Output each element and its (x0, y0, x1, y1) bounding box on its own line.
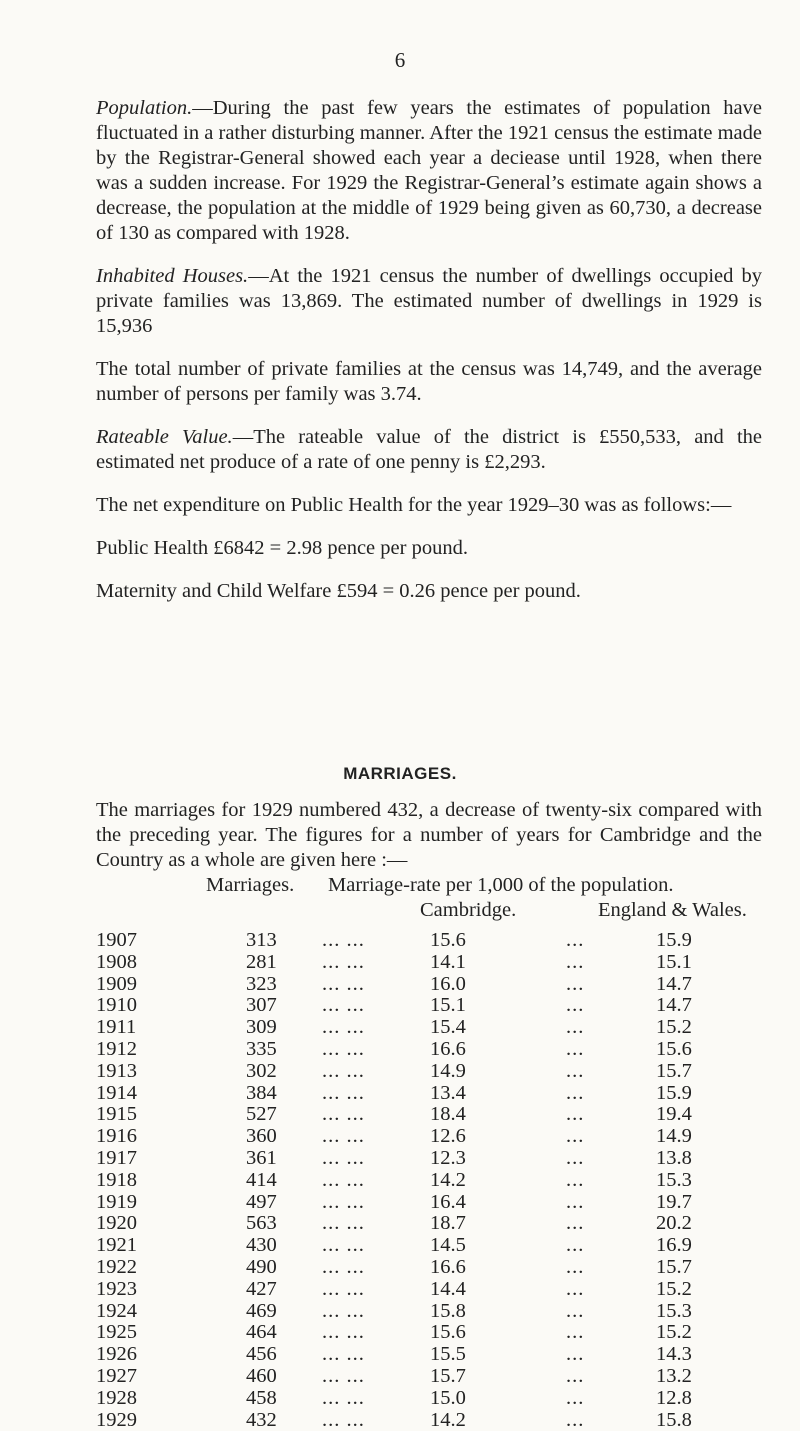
marriages-cell: 563 (246, 1212, 277, 1235)
marriages-cell: 361 (246, 1146, 277, 1169)
marriages-cell: 309 (246, 1016, 277, 1039)
leader-dots: ... (566, 994, 585, 1017)
marriages-cell: 360 (246, 1125, 277, 1148)
marriages-cell: 335 (246, 1037, 277, 1060)
table-row (96, 1213, 762, 1235)
cambridge-rate-cell: 12.3 (430, 1146, 466, 1169)
leader-dots: ... (566, 1408, 585, 1431)
england-rate-cell: 14.7 (656, 972, 692, 995)
leader-dots: ... ... (322, 1168, 365, 1191)
table-row (96, 1279, 762, 1301)
marriages-cell: 469 (246, 1299, 277, 1322)
year-cell: 1916 (96, 1125, 137, 1148)
leader-dots: ... ... (322, 950, 365, 973)
maternity-line: Maternity and Child Welfare £594 = 0.26 pence per pound. (96, 580, 581, 602)
cambridge-rate-cell: 16.6 (430, 1255, 466, 1278)
cambridge-rate-cell: 15.5 (430, 1343, 466, 1366)
cambridge-rate-cell: 15.0 (430, 1386, 466, 1409)
year-cell: 1924 (96, 1299, 137, 1322)
england-rate-cell: 20.2 (656, 1212, 692, 1235)
marriages-cell: 307 (246, 994, 277, 1017)
year-cell: 1923 (96, 1277, 137, 1300)
year-cell: 1912 (96, 1037, 137, 1060)
header-england: England & Wales. (598, 899, 747, 921)
year-cell: 1920 (96, 1212, 137, 1235)
marriages-cell: 384 (246, 1081, 277, 1104)
houses-paragraph (96, 264, 762, 339)
leader-dots: ... (566, 972, 585, 995)
leader-dots: ... (566, 1255, 585, 1278)
year-cell: 1919 (96, 1190, 137, 1213)
cambridge-rate-cell: 15.7 (430, 1364, 466, 1387)
leader-dots: ... ... (322, 1125, 365, 1148)
leader-dots: ... ... (322, 1408, 365, 1431)
england-rate-cell: 14.7 (656, 994, 692, 1017)
houses-text: —At the 1921 census the number of dwellings occupied by private families was 13,869. The estimated number of dwellings in 1929 is 15,936 (96, 265, 762, 337)
year-cell: 1918 (96, 1168, 137, 1191)
table-row (96, 1039, 762, 1061)
cambridge-rate-cell: 16.6 (430, 1037, 466, 1060)
cambridge-rate-cell: 13.4 (430, 1081, 466, 1104)
table-row (96, 1126, 762, 1148)
page-number: 6 (394, 48, 406, 72)
england-rate-cell: 15.8 (656, 1408, 692, 1431)
leader-dots: ... (566, 1321, 585, 1344)
cambridge-rate-cell: 15.6 (430, 929, 466, 951)
cambridge-rate-cell: 15.4 (430, 1016, 466, 1039)
table-row (96, 952, 762, 974)
england-rate-cell: 15.7 (656, 1255, 692, 1278)
marriages-cell: 458 (246, 1386, 277, 1409)
leader-dots: ... ... (322, 1103, 365, 1126)
families-paragraph: The total number of private families at the census was 14,749, and the average number of persons per family was 3.74. (96, 358, 762, 405)
year-cell: 1925 (96, 1321, 137, 1344)
marriages-table (96, 874, 762, 1431)
leader-dots: ... ... (322, 1081, 365, 1104)
england-rate-cell: 15.2 (656, 1016, 692, 1039)
leader-dots: ... ... (322, 1255, 365, 1278)
marriages-cell: 460 (246, 1364, 277, 1387)
england-rate-cell: 15.6 (656, 1037, 692, 1060)
cambridge-rate-cell: 14.5 (430, 1234, 466, 1257)
year-cell: 1913 (96, 1059, 137, 1082)
rateable-paragraph (96, 425, 762, 475)
england-rate-cell: 16.9 (656, 1234, 692, 1257)
england-rate-cell: 15.1 (656, 950, 692, 973)
england-rate-cell: 14.3 (656, 1343, 692, 1366)
year-cell: 1922 (96, 1255, 137, 1278)
year-cell: 1907 (96, 929, 137, 951)
houses-title: Inhabited Houses. (96, 265, 249, 287)
year-cell: 1914 (96, 1081, 137, 1104)
england-rate-cell: 15.3 (656, 1168, 692, 1191)
england-rate-cell: 15.9 (656, 1081, 692, 1104)
leader-dots: ... (566, 1125, 585, 1148)
leader-dots: ... ... (322, 1059, 365, 1082)
table-row (96, 995, 762, 1017)
leader-dots: ... ... (322, 1146, 365, 1169)
england-rate-cell: 15.7 (656, 1059, 692, 1082)
leader-dots: ... (566, 950, 585, 973)
rateable-title: Rateable Value. (96, 426, 233, 448)
year-cell: 1928 (96, 1386, 137, 1409)
table-row (96, 1388, 762, 1410)
public-health-line: Public Health £6842 = 2.98 pence per pound. (96, 537, 468, 559)
england-rate-cell: 14.9 (656, 1125, 692, 1148)
marriages-cell: 427 (246, 1277, 277, 1300)
table-row (96, 1170, 762, 1192)
table-row (96, 930, 762, 952)
expenditure-paragraph: The net expenditure on Public Health for the year 1929–30 was as follows:— (96, 494, 732, 516)
year-cell: 1917 (96, 1146, 137, 1169)
marriages-cell: 490 (246, 1255, 277, 1278)
cambridge-rate-cell: 18.7 (430, 1212, 466, 1235)
england-rate-cell: 19.7 (656, 1190, 692, 1213)
leader-dots: ... (566, 1343, 585, 1366)
table-row (96, 1322, 762, 1344)
england-rate-cell: 15.3 (656, 1299, 692, 1322)
table-header-row-2 (96, 899, 762, 924)
marriages-cell: 323 (246, 972, 277, 995)
year-cell: 1927 (96, 1364, 137, 1387)
leader-dots: ... ... (322, 1016, 365, 1039)
year-cell: 1910 (96, 994, 137, 1017)
population-title: Population. (96, 97, 193, 119)
marriages-cell: 281 (246, 950, 277, 973)
england-rate-cell: 15.9 (656, 929, 692, 951)
table-row (96, 1083, 762, 1105)
cambridge-rate-cell: 16.0 (430, 972, 466, 995)
leader-dots: ... ... (322, 1277, 365, 1300)
leader-dots: ... (566, 1037, 585, 1060)
england-rate-cell: 13.8 (656, 1146, 692, 1169)
marriages-heading: MARRIAGES. (343, 764, 457, 783)
cambridge-rate-cell: 14.1 (430, 950, 466, 973)
leader-dots: ... (566, 1364, 585, 1387)
table-row (96, 1301, 762, 1323)
marriages-cell: 432 (246, 1408, 277, 1431)
cambridge-rate-cell: 14.4 (430, 1277, 466, 1300)
leader-dots: ... ... (322, 972, 365, 995)
england-rate-cell: 15.2 (656, 1321, 692, 1344)
table-row (96, 1192, 762, 1214)
year-cell: 1926 (96, 1343, 137, 1366)
cambridge-rate-cell: 15.6 (430, 1321, 466, 1344)
cambridge-rate-cell: 16.4 (430, 1190, 466, 1213)
cambridge-rate-cell: 18.4 (430, 1103, 466, 1126)
cambridge-rate-cell: 14.9 (430, 1059, 466, 1082)
table-row (96, 1257, 762, 1279)
table-row (96, 1410, 762, 1431)
leader-dots: ... ... (322, 1299, 365, 1322)
marriages-intro: The marriages for 1929 numbered 432, a decrease of twenty-six compared with the preceding year. The figures for a number of years for Cambridge and the Country as a whole are given here :— (96, 799, 762, 871)
leader-dots: ... ... (322, 1234, 365, 1257)
table-header-row-1 (96, 874, 762, 899)
table-row (96, 1344, 762, 1366)
marriages-cell: 430 (246, 1234, 277, 1257)
marriages-cell: 456 (246, 1343, 277, 1366)
leader-dots: ... (566, 1299, 585, 1322)
header-cambridge: Cambridge. (420, 899, 517, 921)
table-row (96, 1148, 762, 1170)
leader-dots: ... ... (322, 1364, 365, 1387)
cambridge-rate-cell: 12.6 (430, 1125, 466, 1148)
year-cell: 1921 (96, 1234, 137, 1257)
leader-dots: ... ... (322, 1212, 365, 1235)
england-rate-cell: 15.2 (656, 1277, 692, 1300)
table-row (96, 1061, 762, 1083)
year-cell: 1909 (96, 972, 137, 995)
leader-dots: ... (566, 1212, 585, 1235)
leader-dots: ... ... (322, 1037, 365, 1060)
table-row (96, 1017, 762, 1039)
marriages-cell: 414 (246, 1168, 277, 1191)
table-row (96, 1235, 762, 1257)
england-rate-cell: 13.2 (656, 1364, 692, 1387)
header-marriages: Marriages. (206, 874, 295, 896)
leader-dots: ... ... (322, 1321, 365, 1344)
leader-dots: ... (566, 1103, 585, 1126)
leader-dots: ... (566, 1016, 585, 1039)
year-cell: 1908 (96, 950, 137, 973)
rateable-text: —The rateable value of the district is £550,533, and the estimated net produce of a rate of one penny is £2,293. (96, 426, 762, 473)
table-body (96, 930, 762, 1431)
body-text (96, 96, 762, 622)
year-cell: 1911 (96, 1016, 137, 1039)
leader-dots: ... ... (322, 994, 365, 1017)
table-row (96, 1366, 762, 1388)
leader-dots: ... (566, 1277, 585, 1300)
england-rate-cell: 19.4 (656, 1103, 692, 1126)
population-paragraph (96, 96, 762, 246)
leader-dots: ... (566, 1386, 585, 1409)
header-rate: Marriage-rate per 1,000 of the population. (328, 874, 674, 896)
leader-dots: ... (566, 1168, 585, 1191)
leader-dots: ... (566, 929, 585, 951)
cambridge-rate-cell: 14.2 (430, 1408, 466, 1431)
population-text: —During the past few years the estimates of population have fluctuated in a rather disturbing manner. After the 1921 census the estimate made by the Registrar-General showed each year a deciease until 1928, when there was a sudden increase. For 1929 the Registrar-General’s estimate again shows a decrease, the population at the middle of 1929 being given as 60,730, a decrease of 130 as compared with 1928. (96, 97, 762, 244)
england-rate-cell: 12.8 (656, 1386, 692, 1409)
leader-dots: ... (566, 1081, 585, 1104)
leader-dots: ... ... (322, 1386, 365, 1409)
marriages-cell: 464 (246, 1321, 277, 1344)
year-cell: 1915 (96, 1103, 137, 1126)
leader-dots: ... (566, 1059, 585, 1082)
cambridge-rate-cell: 14.2 (430, 1168, 466, 1191)
marriages-cell: 497 (246, 1190, 277, 1213)
leader-dots: ... ... (322, 1343, 365, 1366)
leader-dots: ... (566, 1146, 585, 1169)
leader-dots: ... ... (322, 1190, 365, 1213)
leader-dots: ... (566, 1234, 585, 1257)
year-cell: 1929 (96, 1408, 137, 1431)
marriages-cell: 527 (246, 1103, 277, 1126)
marriages-cell: 302 (246, 1059, 277, 1082)
table-row (96, 1104, 762, 1126)
table-row (96, 974, 762, 996)
cambridge-rate-cell: 15.1 (430, 994, 466, 1017)
leader-dots: ... ... (322, 929, 365, 951)
leader-dots: ... (566, 1190, 585, 1213)
cambridge-rate-cell: 15.8 (430, 1299, 466, 1322)
marriages-cell: 313 (246, 929, 277, 951)
